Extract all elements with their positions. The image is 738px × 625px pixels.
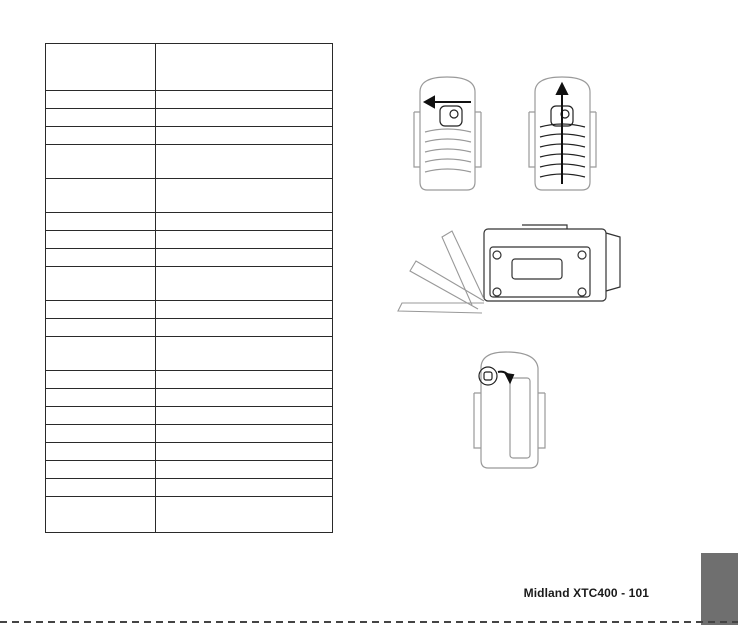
- camera-open-door-illustration: [392, 219, 632, 324]
- table-row: [46, 127, 333, 145]
- spec-key-cell: [46, 301, 156, 319]
- table-row: [46, 301, 333, 319]
- spec-key-cell: [46, 497, 156, 533]
- table-row: [46, 479, 333, 497]
- side-tab: [701, 553, 738, 625]
- spec-value-cell: [156, 109, 333, 127]
- spec-key-cell: [46, 44, 156, 91]
- spec-value-cell: [156, 389, 333, 407]
- table-row: [46, 461, 333, 479]
- spec-key-cell: [46, 479, 156, 497]
- page-edge-dashes: [0, 621, 738, 623]
- table-row: [46, 371, 333, 389]
- spec-value-cell: [156, 44, 333, 91]
- table-row: [46, 213, 333, 231]
- spec-key-cell: [46, 109, 156, 127]
- camera-side-controls-illustration: [466, 348, 556, 474]
- table-row: [46, 319, 333, 337]
- spec-value-cell: [156, 249, 333, 267]
- spec-key-cell: [46, 389, 156, 407]
- spec-value-cell: [156, 145, 333, 179]
- table-row: [46, 44, 333, 91]
- table-row: [46, 407, 333, 425]
- spec-value-cell: [156, 407, 333, 425]
- spec-key-cell: [46, 127, 156, 145]
- table-row: [46, 389, 333, 407]
- table-row: [46, 337, 333, 371]
- camera-rear-illustration: [405, 72, 605, 197]
- table-row: [46, 249, 333, 267]
- table-row: [46, 145, 333, 179]
- spec-value-cell: [156, 213, 333, 231]
- spec-key-cell: [46, 337, 156, 371]
- spec-value-cell: [156, 461, 333, 479]
- spec-value-cell: [156, 231, 333, 249]
- spec-key-cell: [46, 407, 156, 425]
- table-row: [46, 91, 333, 109]
- spec-key-cell: [46, 145, 156, 179]
- spec-value-cell: [156, 319, 333, 337]
- spec-key-cell: [46, 91, 156, 109]
- spec-value-cell: [156, 127, 333, 145]
- spec-key-cell: [46, 249, 156, 267]
- spec-key-cell: [46, 319, 156, 337]
- spec-key-cell: [46, 443, 156, 461]
- spec-value-cell: [156, 91, 333, 109]
- spec-value-cell: [156, 443, 333, 461]
- table-row: [46, 109, 333, 127]
- spec-key-cell: [46, 425, 156, 443]
- spec-value-cell: [156, 267, 333, 301]
- table-row: [46, 443, 333, 461]
- spec-key-cell: [46, 231, 156, 249]
- spec-key-cell: [46, 461, 156, 479]
- spec-value-cell: [156, 301, 333, 319]
- spec-value-cell: [156, 479, 333, 497]
- spec-table: [45, 43, 333, 533]
- spec-value-cell: [156, 425, 333, 443]
- spec-key-cell: [46, 213, 156, 231]
- spec-value-cell: [156, 337, 333, 371]
- table-row: [46, 425, 333, 443]
- spec-value-cell: [156, 371, 333, 389]
- page-footer: Midland XTC400 - 101: [523, 586, 649, 600]
- table-row: [46, 179, 333, 213]
- spec-key-cell: [46, 371, 156, 389]
- spec-value-cell: [156, 497, 333, 533]
- spec-key-cell: [46, 179, 156, 213]
- table-row: [46, 497, 333, 533]
- table-row: [46, 267, 333, 301]
- table-row: [46, 231, 333, 249]
- spec-value-cell: [156, 179, 333, 213]
- spec-key-cell: [46, 267, 156, 301]
